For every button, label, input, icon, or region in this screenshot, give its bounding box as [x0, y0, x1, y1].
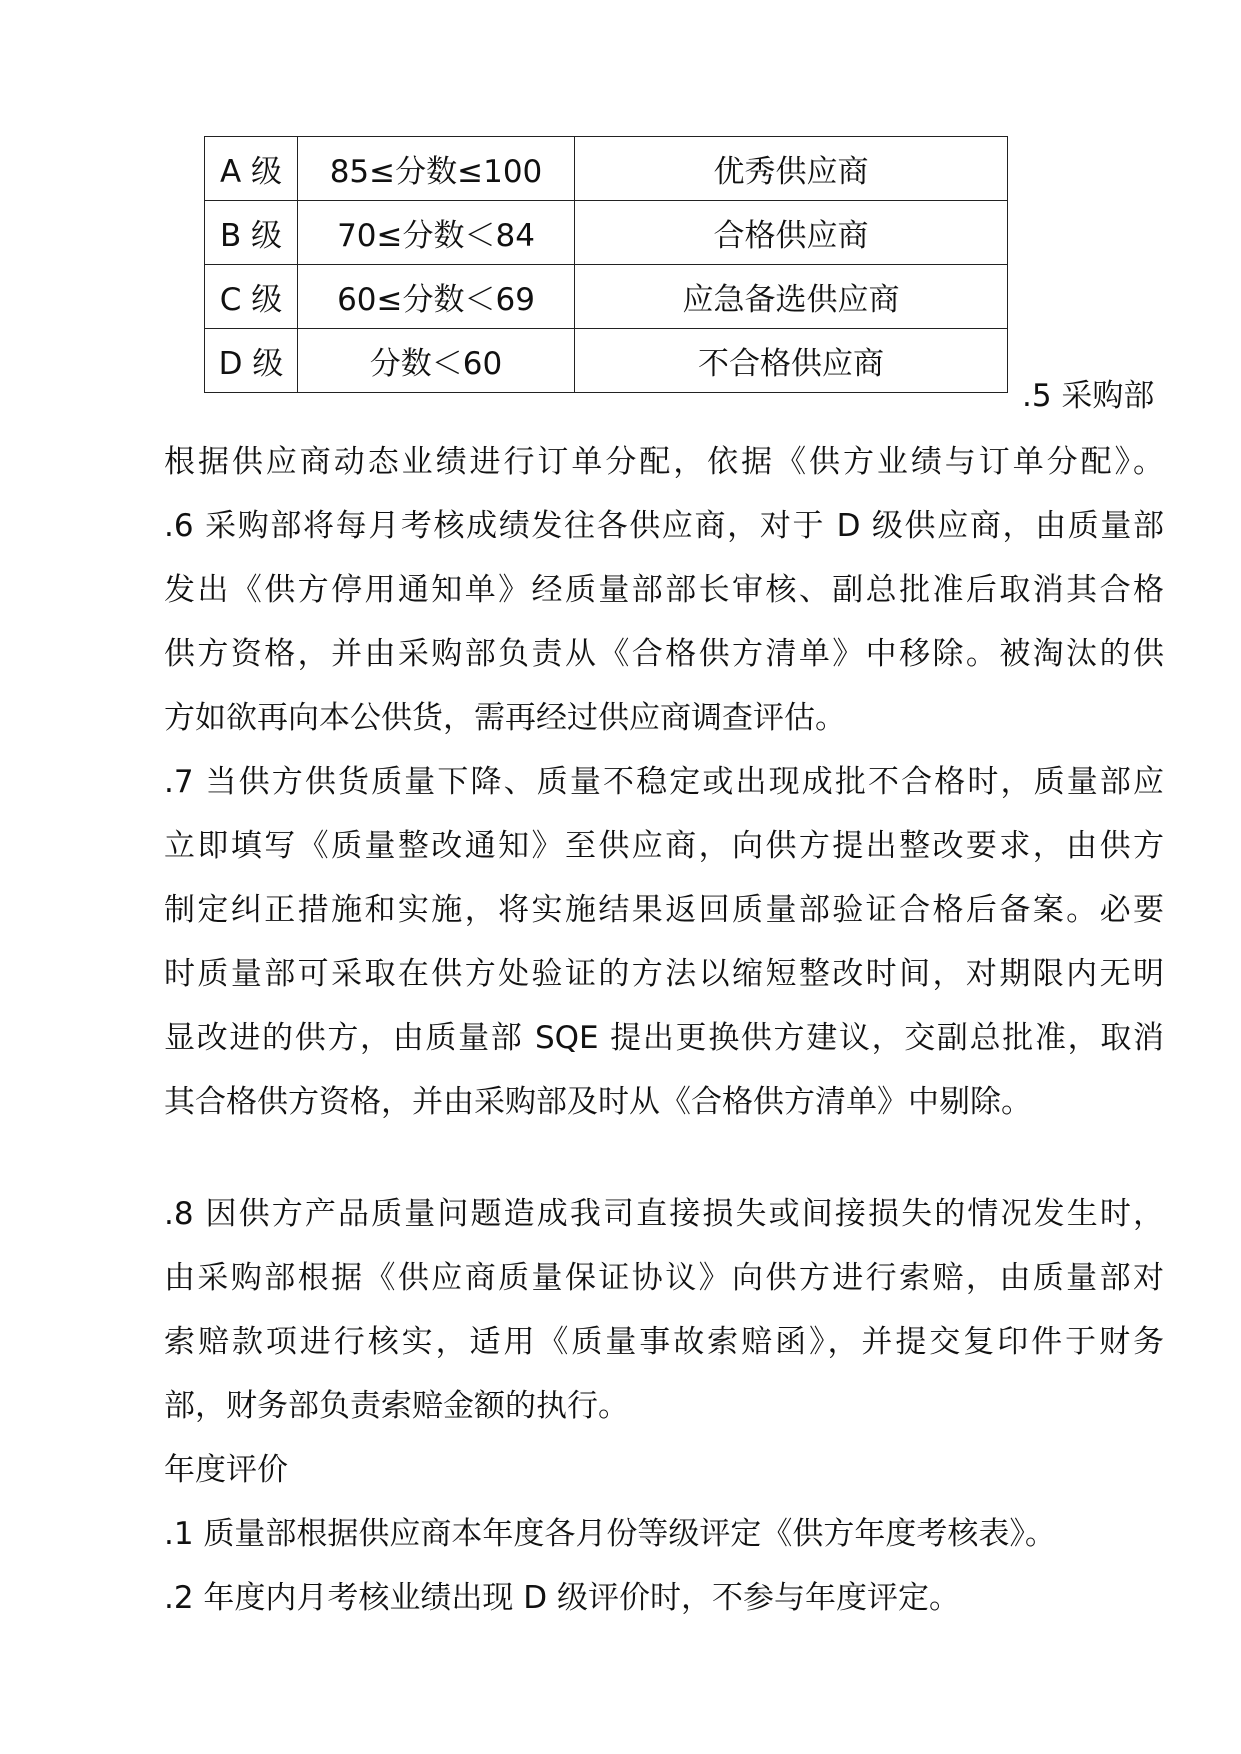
- paragraph-line: 索赔款项进行核实，适用《质量事故索赔函》，并提交复印件于财务: [164, 1324, 1164, 1360]
- paragraph-line: .7 当供方供货质量下降、质量不稳定或出现成批不合格时，质量部应: [164, 764, 1164, 800]
- paragraph-line: 立即填写《质量整改通知》至供应商，向供方提出整改要求，由供方: [164, 828, 1164, 864]
- grade-cell: C 级: [205, 265, 298, 329]
- grade-cell: A 级: [205, 137, 298, 201]
- paragraph-line: .2 年度内月考核业绩出现 D 级评价时，不参与年度评定。: [164, 1580, 961, 1616]
- score-range-cell: 60≤分数＜69: [298, 265, 575, 329]
- paragraph-line: 制定纠正措施和实施，将实施结果返回质量部验证合格后备案。必要: [164, 892, 1164, 928]
- grade-description-cell: 不合格供应商: [575, 329, 1008, 393]
- score-range-cell: 分数＜60: [298, 329, 575, 393]
- grade-table: [204, 136, 1008, 393]
- paragraph-line: 方如欲再向本公供货，需再经过供应商调查评估。: [164, 700, 846, 736]
- paragraph-line: 由采购部根据《供应商质量保证协议》向供方进行索赔，由质量部对: [164, 1260, 1164, 1296]
- paragraph-line: 时质量部可采取在供方处验证的方法以缩短整改时间，对期限内无明: [164, 956, 1164, 992]
- grade-description-cell: 优秀供应商: [575, 137, 1008, 201]
- paragraph-line: 根据供应商动态业绩进行订单分配，依据《供方业绩与订单分配》。: [164, 444, 1164, 480]
- section-heading: 年度评价: [164, 1452, 288, 1488]
- grade-cell: D 级: [205, 329, 298, 393]
- grade-description-cell: 应急备选供应商: [575, 265, 1008, 329]
- paragraph-line: .1 质量部根据供应商本年度各月份等级评定《供方年度考核表》。: [164, 1516, 1056, 1552]
- paragraph-line: 显改进的供方，由质量部 SQE 提出更换供方建议，交副总批准，取消: [164, 1020, 1164, 1056]
- paragraph-line: .6 采购部将每月考核成绩发往各供应商，对于 D 级供应商，由质量部: [164, 508, 1164, 544]
- paragraph-line: 部，财务部负责索赔金额的执行。: [164, 1388, 629, 1424]
- paragraph-line: 供方资格，并由采购部负责从《合格供方清单》中移除。被淘汰的供: [164, 636, 1164, 672]
- grade-row-b: [205, 201, 1008, 265]
- score-range-cell: 70≤分数＜84: [298, 201, 575, 265]
- grade-cell: B 级: [205, 201, 298, 265]
- grade-row-a: [205, 137, 1008, 201]
- section-5-start: .5 采购部: [1022, 378, 1155, 414]
- score-range-cell: 85≤分数≤100: [298, 137, 575, 201]
- paragraph-line: 发出《供方停用通知单》经质量部部长审核、副总批准后取消其合格: [164, 572, 1164, 608]
- paragraph-line: 其合格供方资格，并由采购部及时从《合格供方清单》中剔除。: [164, 1084, 1032, 1120]
- grade-row-c: [205, 265, 1008, 329]
- grade-description-cell: 合格供应商: [575, 201, 1008, 265]
- paragraph-line: .8 因供方产品质量问题造成我司直接损失或间接损失的情况发生时，: [164, 1196, 1164, 1232]
- grade-row-d: [205, 329, 1008, 393]
